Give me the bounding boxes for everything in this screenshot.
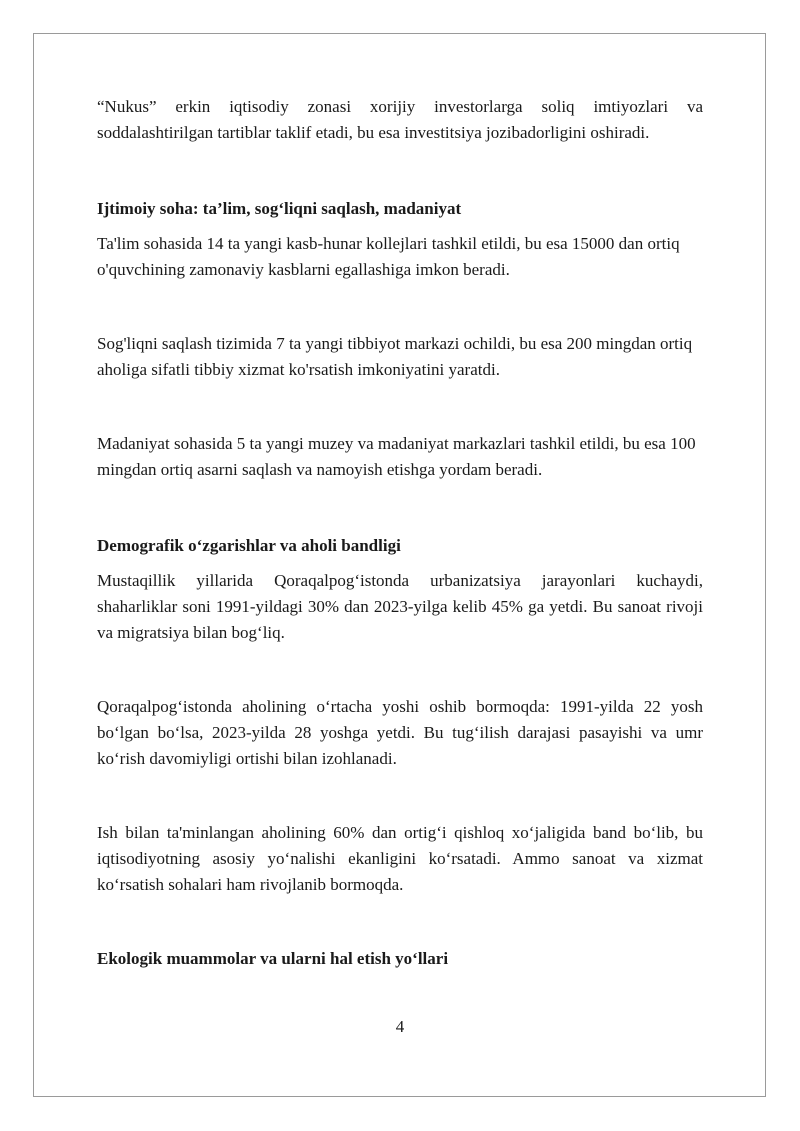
heading-social-sphere: Ijtimoiy soha: ta’lim, sog‘liqni saqlash, madaniyat [97, 199, 462, 218]
heading-ecological: Ekologik muammolar va ularni hal etish yo‘llari [97, 949, 449, 968]
paragraph-education: Ta'lim sohasida 14 ta yangi kasb-hunar kollejlari tashkil etildi, bu esa 15000 dan ortiq o'quvchining zamonaviy kasblarni egallashiga imkon beradi. [97, 234, 680, 279]
page-number: 4 [395, 1017, 405, 1036]
paragraph-urbanization: Mustaqillik yillarida Qoraqalpog‘istonda urbanizatsiya jarayonlari kuchaydi, shaharliklar soni 1991-yildagi 30% dan 2023-yilga kelib 45% ga yetdi. Bu sanoat rivoji va migratsiya bilan bog‘liq. [97, 571, 703, 642]
paragraph-intro: “Nukus” erkin iqtisodiy zonasi xorijiy investorlarga soliq imtiyozlari va soddalashtirilgan tartiblar taklif etadi, bu esa investitsiya jozibadorligini oshiradi. [97, 97, 703, 142]
document-body [97, 94, 703, 972]
paragraph-culture: Madaniyat sohasida 5 ta yangi muzey va madaniyat markazlari tashkil etildi, bu esa 100 mingdan ortiq asarni saqlash va namoyish etishga yordam beradi. [97, 434, 696, 479]
paragraph-average-age: Qoraqalpog‘istonda aholining o‘rtacha yoshi oshib bormoqda: 1991-yilda 22 yosh bo‘lgan bo‘lsa, 2023-yilda 28 yoshga yetdi. Bu tug‘ilish darajasi pasayishi va umr ko‘rish davomiyligi ortishi bilan izohlanadi. [97, 697, 703, 768]
paragraph-health: Sog'liqni saqlash tizimida 7 ta yangi tibbiyot markazi ochildi, bu esa 200 mingdan ortiq aholiga sifatli tibbiy xizmat ko'rsatish imkoniyatini yaratdi. [97, 334, 693, 379]
heading-demographic: Demografik o‘zgarishlar va aholi bandligi [97, 536, 401, 555]
paragraph-employment: Ish bilan ta'minlangan aholining 60% dan ortig‘i qishloq xo‘jaligida band bo‘lib, bu iqtisodiyotning asosiy yo‘nalishi ekanligini ko‘rsatadi. Ammo sanoat va xizmat ko‘rsatish sohalari ham rivojlanib bormoqda. [97, 823, 703, 894]
